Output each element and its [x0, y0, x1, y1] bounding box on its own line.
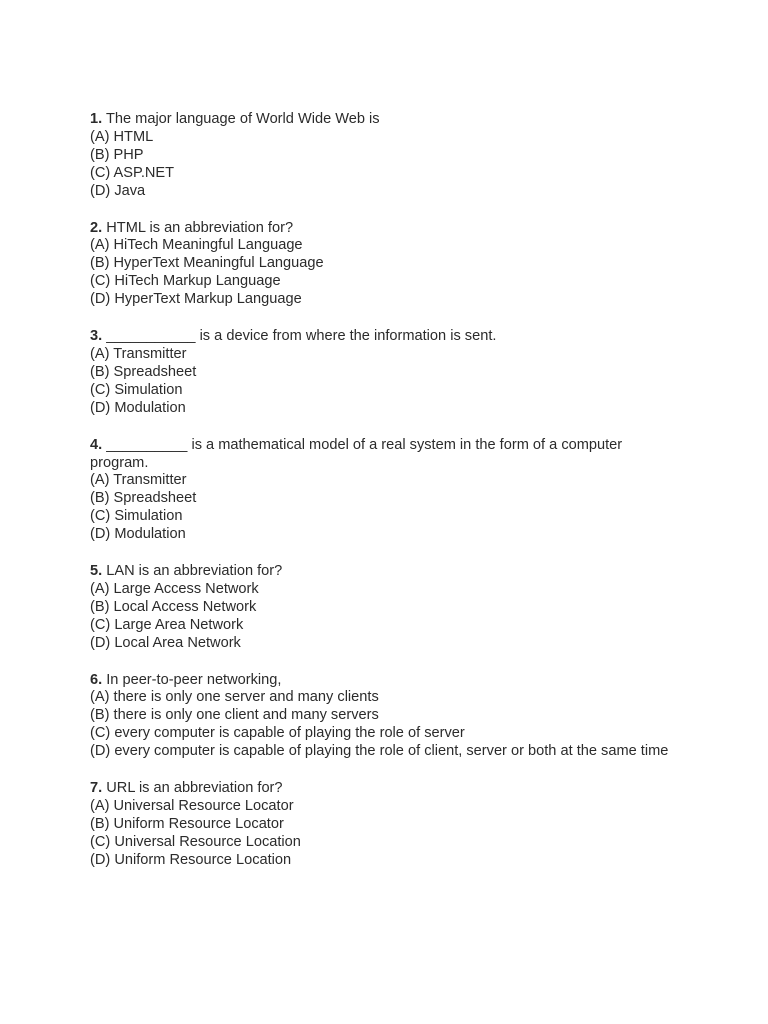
- option-a: (A) Transmitter: [90, 472, 187, 489]
- question-text: URL is an abbreviation for?: [106, 780, 283, 797]
- option-a: (A) Universal Resource Locator: [90, 798, 294, 814]
- question-6: [90, 672, 680, 762]
- option-a: (A) Large Access Network: [90, 580, 259, 597]
- quiz-document: [90, 111, 680, 889]
- option-b: (B) there is only one client and many servers: [90, 707, 379, 724]
- option-d: (D) every computer is capable of playing the role of client, server or both at the same time: [90, 743, 669, 760]
- question-number: 3.: [90, 328, 103, 345]
- option-b: (B) HyperText Meaningful Language: [90, 255, 324, 272]
- option-a: (A) HiTech Meaningful Language: [90, 237, 303, 254]
- question-text: LAN is an abbreviation for?: [106, 563, 283, 580]
- question-text: In peer-to-peer networking,: [106, 671, 282, 688]
- option-b: (B) Local Access Network: [90, 598, 257, 615]
- question-stem: [90, 111, 680, 129]
- question-3: [90, 328, 680, 418]
- question-text: HTML is an abbreviation for?: [106, 219, 294, 236]
- question-number: 4.: [90, 436, 103, 453]
- option-d: (D) Modulation: [90, 526, 186, 543]
- option-c: (C) Simulation: [90, 381, 183, 398]
- question-number: 6.: [90, 671, 103, 688]
- question-number: 5.: [90, 563, 103, 580]
- question-number: 2.: [90, 219, 103, 236]
- option-a: (A) there is only one server and many clients: [90, 689, 379, 706]
- question-4: [90, 437, 680, 544]
- question-stem: [90, 672, 680, 690]
- question-stem: [90, 437, 680, 473]
- question-stem: [90, 328, 680, 346]
- option-c: (C) Simulation: [90, 508, 183, 525]
- option-d: (D) HyperText Markup Language: [90, 291, 302, 308]
- option-a: (A) HTML: [90, 128, 154, 145]
- question-number: 7.: [90, 780, 103, 797]
- question-number: 1.: [90, 111, 103, 127]
- question-text: ___________ is a device from where the information is sent.: [106, 328, 497, 345]
- option-c: (C) HiTech Markup Language: [90, 273, 281, 290]
- option-d: (D) Modulation: [90, 399, 186, 416]
- option-c: (C) Universal Resource Location: [90, 833, 301, 850]
- question-5: [90, 563, 680, 653]
- question-stem: [90, 220, 680, 238]
- option-d: (D) Java: [90, 182, 146, 199]
- option-a: (A) Transmitter: [90, 345, 187, 362]
- option-b: (B) PHP: [90, 146, 144, 163]
- question-stem: [90, 563, 680, 581]
- option-b: (B) Spreadsheet: [90, 490, 197, 507]
- option-d: (D) Uniform Resource Location: [90, 851, 292, 868]
- question-7: [90, 780, 680, 870]
- question-text: __________ is a mathematical model of a real system in the form of a computer program.: [90, 436, 623, 471]
- option-c: (C) ASP.NET: [90, 164, 175, 181]
- option-b: (B) Spreadsheet: [90, 363, 197, 380]
- question-1: [90, 111, 680, 201]
- question-stem: [90, 780, 680, 798]
- question-text: The major language of World Wide Web is: [105, 111, 380, 127]
- option-b: (B) Uniform Resource Locator: [90, 815, 284, 832]
- option-d: (D) Local Area Network: [90, 634, 241, 651]
- option-c: (C) every computer is capable of playing the role of server: [90, 725, 465, 742]
- question-2: [90, 220, 680, 310]
- option-c: (C) Large Area Network: [90, 616, 244, 633]
